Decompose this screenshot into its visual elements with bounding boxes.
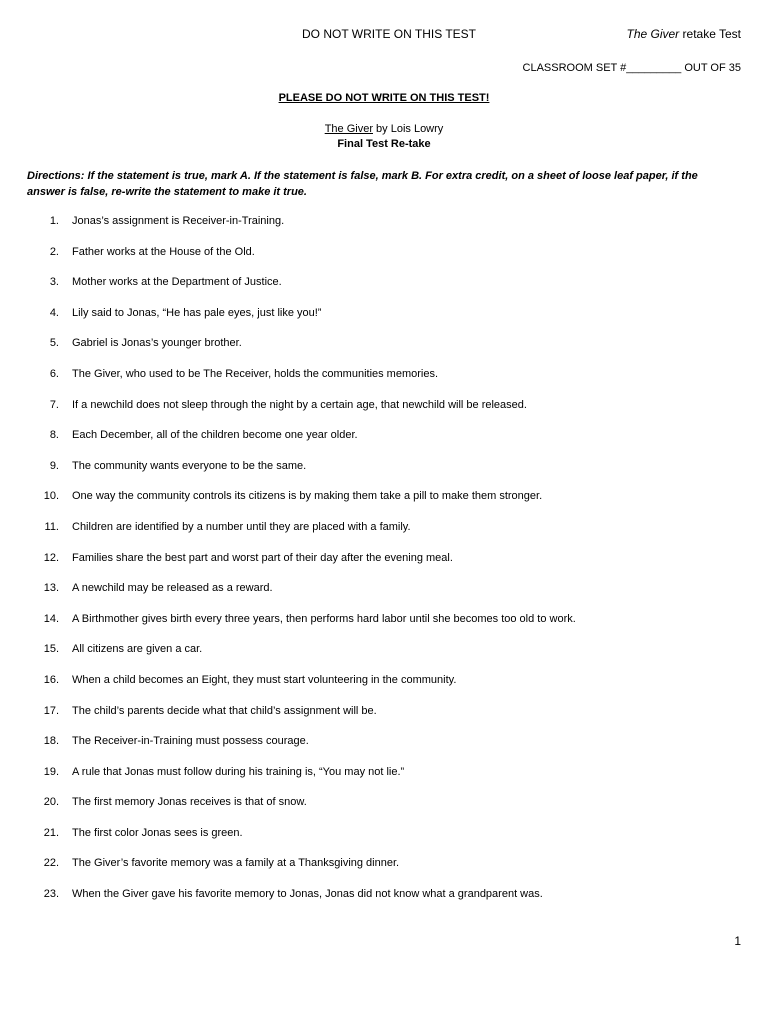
question-item	[27, 794, 742, 825]
question-number: 23.	[43, 888, 59, 901]
question-item	[27, 458, 742, 489]
question-text: Lily said to Jonas, “He has pale eyes, just like you!”	[72, 306, 322, 319]
question-item	[27, 519, 742, 550]
question-item	[27, 427, 742, 458]
question-item	[27, 244, 742, 275]
directions-text: Directions: If the statement is true, mark A. If the statement is false, mark B. For extra credit, on a sheet of loose leaf paper, if the answer is false, re-write the statement to make it true.	[27, 170, 698, 198]
question-number: 18.	[43, 735, 59, 748]
question-number: 9.	[49, 459, 59, 472]
question-text: When the Giver gave his favorite memory to Jonas, Jonas did not know what a grandparent was.	[72, 888, 543, 901]
question-text: A rule that Jonas must follow during his training is, “You may not lie.”	[72, 765, 405, 778]
question-number: 10.	[43, 490, 59, 503]
header-warning: DO NOT WRITE ON THIS TEST	[302, 27, 477, 41]
question-item	[27, 397, 742, 428]
header-title-book: The Giver	[626, 27, 680, 41]
question-text: Mother works at the Department of Justice.	[72, 276, 282, 289]
question-text: The community wants everyone to be the same.	[72, 459, 307, 472]
question-item	[27, 886, 742, 917]
question-item	[27, 550, 742, 581]
question-number: 12.	[43, 551, 59, 564]
question-text: Gabriel is Jonas’s younger brother.	[72, 337, 242, 350]
question-text: A newchild may be released as a reward.	[72, 582, 273, 595]
question-item	[27, 580, 742, 611]
question-number: 3.	[49, 276, 59, 289]
question-number: 6.	[49, 367, 59, 380]
question-text: Children are identified by a number until they are placed with a family.	[72, 520, 411, 533]
question-number: 1.	[49, 215, 59, 227]
notice-heading: PLEASE DO NOT WRITE ON THIS TEST!	[278, 92, 490, 104]
question-item	[27, 703, 742, 734]
question-item	[27, 488, 742, 519]
classroom-set-line: CLASSROOM SET #_________ OUT OF 35	[522, 62, 741, 74]
question-number: 22.	[43, 857, 59, 870]
question-item	[27, 733, 742, 764]
question-item	[27, 366, 742, 397]
header-title	[627, 27, 742, 41]
question-list	[27, 213, 742, 917]
question-text: The first memory Jonas receives is that of snow.	[72, 796, 307, 809]
question-text: All citizens are given a car.	[72, 643, 203, 656]
question-number: 8.	[49, 429, 59, 442]
question-number: 17.	[43, 704, 59, 717]
question-item	[27, 764, 742, 795]
page-number: 1	[734, 934, 741, 948]
header-title-rest: retake Test	[679, 27, 741, 41]
question-number: 11.	[44, 520, 59, 533]
question-number: 13.	[43, 582, 59, 595]
question-item	[27, 855, 742, 886]
question-number: 16.	[43, 673, 59, 686]
question-text: If a newchild does not sleep through the night by a certain age, that newchild will be released.	[72, 398, 527, 411]
question-number: 15.	[43, 643, 59, 656]
question-number: 2.	[49, 245, 59, 258]
question-number: 7.	[49, 398, 59, 411]
question-item	[27, 213, 742, 244]
question-item	[27, 641, 742, 672]
question-number: 5.	[49, 337, 59, 350]
question-text: The Receiver-in-Training must possess courage.	[72, 735, 309, 748]
question-text: The child’s parents decide what that child’s assignment will be.	[72, 704, 377, 717]
question-item	[27, 825, 742, 856]
question-text: The Giver, who used to be The Receiver, holds the communities memories.	[72, 367, 439, 380]
question-number: 14.	[43, 612, 59, 625]
question-number: 20.	[43, 796, 59, 809]
question-number: 4.	[49, 306, 59, 319]
question-number: 19.	[43, 765, 59, 778]
question-text: Father works at the House of the Old.	[72, 245, 255, 258]
question-text: The Giver’s favorite memory was a family at a Thanksgiving dinner.	[72, 857, 400, 870]
question-item	[27, 274, 742, 305]
book-author: by Lois Lowry	[372, 123, 444, 135]
book-title: The Giver	[324, 123, 373, 135]
question-text: Each December, all of the children become one year older.	[72, 429, 358, 442]
question-text: Families share the best part and worst part of their day after the evening meal.	[72, 551, 453, 564]
question-text: The first color Jonas sees is green.	[72, 826, 243, 839]
question-text: A Birthmother gives birth every three years, then performs hard labor until she becomes too old to work.	[72, 612, 576, 625]
question-item	[27, 335, 742, 366]
question-item	[27, 611, 742, 642]
question-text: When a child becomes an Eight, they must start volunteering in the community.	[72, 673, 457, 686]
page-title	[0, 123, 768, 135]
question-number: 21.	[43, 826, 59, 839]
question-item	[27, 672, 742, 703]
page-subtitle: Final Test Re-take	[337, 138, 431, 150]
question-item	[27, 305, 742, 336]
question-text: One way the community controls its citizens is by making them take a pill to make them stronger.	[72, 490, 543, 503]
question-text: Jonas’s assignment is Receiver-in-Training.	[72, 215, 285, 227]
